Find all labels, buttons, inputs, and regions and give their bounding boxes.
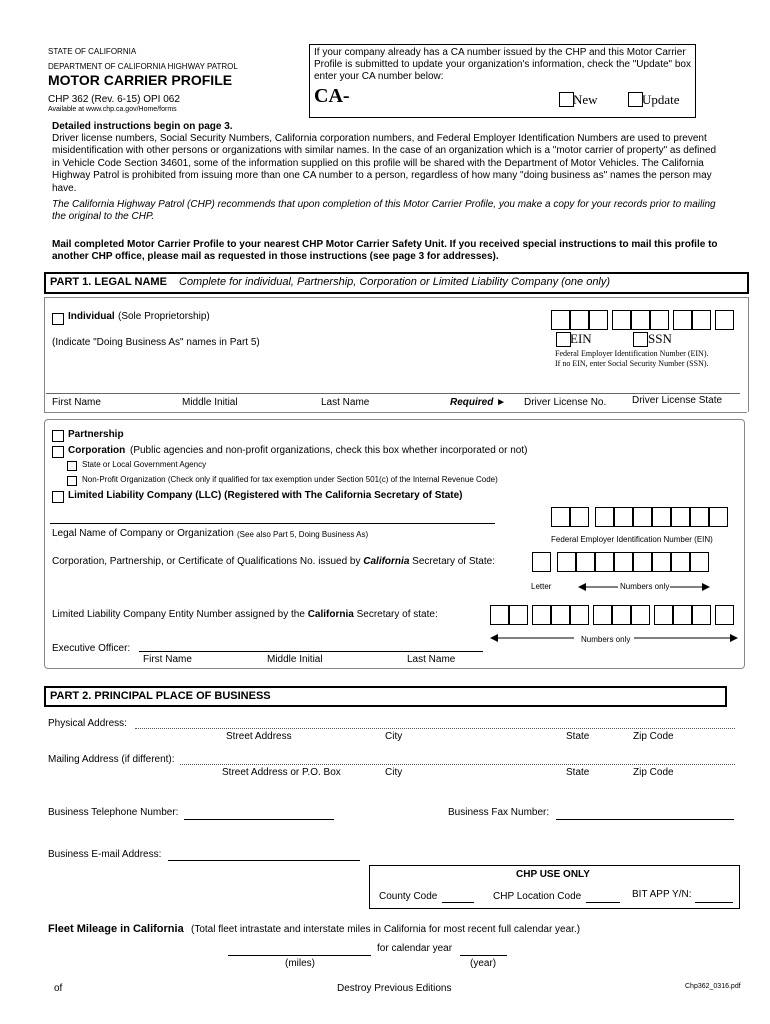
corp-digit-box[interactable] [595,552,614,572]
required-label: Required ► [450,397,507,408]
llc-digit-box[interactable] [551,605,570,625]
id-digit-box[interactable] [673,310,692,330]
form-title: MOTOR CARRIER PROFILE [48,72,233,88]
bit-app-line[interactable] [695,902,733,903]
chp-location-label: CHP Location Code [493,891,582,902]
llc-digit-box[interactable] [631,605,650,625]
individual-checkbox[interactable] [52,313,64,325]
legal-name-line[interactable] [50,523,495,524]
mailing-state-label: State [566,767,590,778]
fein-digit-box[interactable] [614,507,633,527]
ein-checkbox[interactable] [556,332,571,347]
nonprofit-checkbox[interactable] [67,476,77,486]
chp-use-box [369,865,740,909]
llc-digit-box[interactable] [654,605,673,625]
corp-number-suffix: Secretary of State: [409,556,495,567]
last-name-label: Last Name [321,397,370,408]
fein-digit-box[interactable] [652,507,671,527]
state-label: STATE OF CALIFORNIA [48,47,137,56]
fein-digit-box[interactable] [633,507,652,527]
fein-digit-box[interactable] [595,507,614,527]
fein-note: Federal Employer Identification Number (EIN). [555,349,709,358]
fein-digit-box[interactable] [570,507,589,527]
llc-digit-box[interactable] [673,605,692,625]
corp-digit-box[interactable] [576,552,595,572]
update-checkbox[interactable] [628,92,643,107]
llc-digit-box[interactable] [593,605,612,625]
fax-label: Business Fax Number: [448,807,550,818]
exec-officer-label: Executive Officer: [52,643,131,654]
id-digit-box[interactable] [551,310,570,330]
physical-city-label: City [385,731,403,742]
chp-location-line[interactable] [586,902,620,903]
partnership-checkbox[interactable] [52,430,64,442]
dba-note: (Indicate "Doing Business As" names in Part 5) [52,337,260,348]
individual-name-line[interactable] [46,393,740,394]
llc-number-state: California [307,609,354,620]
exec-last-label: Last Name [407,654,456,665]
part2-header [44,686,727,707]
mailing-address-label: Mailing Address (if different): [48,754,175,765]
physical-address-line[interactable] [135,728,735,729]
individual-note: (Sole Proprietorship) [118,311,210,322]
state-local-label: State or Local Government Agency [82,460,207,469]
miles-line[interactable] [228,955,371,956]
exec-middle-label: Middle Initial [267,654,323,665]
exec-officer-line[interactable] [139,651,483,652]
phone-label: Business Telephone Number: [48,807,179,818]
letter-label: Letter [531,582,552,591]
new-label: New [573,92,598,107]
corporation-checkbox[interactable] [52,446,64,458]
bit-app-label: BIT APP Y/N: [632,889,692,900]
legal-name-note: (See also Part 5, Doing Business As) [237,530,369,539]
llc-digit-box[interactable] [570,605,589,625]
part1-divider [44,412,747,413]
physical-street-label: Street Address [226,731,292,742]
miles-label: (miles) [285,958,315,969]
id-digit-box[interactable] [692,310,711,330]
fleet-note: (Total fleet intrastate and interstate miles in California for most recent full calendar year.) [191,924,581,935]
available-url: Available at www.chp.ca.gov/Home/forms [48,106,177,113]
ca-box-text: If your company already has a CA number issued by the CHP and this Motor Carrier Profile is submitted to update your organization's information, check the "Update" box enter your CA number below: [314,47,691,82]
form-number: CHP 362 (Rev. 6-15) OPI 062 [48,94,180,105]
instructions-heading: Detailed instructions begin on page 3. [52,121,233,132]
copy-recommendation: The California Highway Patrol (CHP) recommends that upon completion of this Motor Carrier Profile, you make a copy for your records prior to mailing the original to the CHP. [52,199,716,223]
phone-line[interactable] [184,819,334,820]
year-label: (year) [470,958,497,969]
id-digit-box[interactable] [589,310,608,330]
fein-digit-box[interactable] [551,507,570,527]
fleet-title: Fleet Mileage in California [48,923,184,935]
corp-number-prefix: Corporation, Partnership, or Certificate of Qualifications No. issued by [52,556,364,567]
mail-instructions: Mail completed Motor Carrier Profile to your nearest CHP Motor Carrier Safety Unit. If you received special instructions to mail this profile to another CHP office, please mail as requested in those instructions (see page 3 for addresses). [52,239,718,263]
corp-digit-box[interactable] [652,552,671,572]
part1-title: PART 1. LEGAL NAME [50,276,167,288]
id-digit-box[interactable] [631,310,650,330]
fein-digit-box[interactable] [671,507,690,527]
email-label: Business E-mail Address: [48,849,162,860]
partnership-label: Partnership [68,429,124,440]
fein-digit-box[interactable] [709,507,728,527]
pdf-name: Chp362_0316.pdf [685,983,741,990]
ssn-checkbox[interactable] [633,332,648,347]
corp-digit-box[interactable] [671,552,690,572]
corp-digit-box[interactable] [557,552,576,572]
email-line[interactable] [168,860,360,861]
llc-digit-box[interactable] [509,605,528,625]
update-label: Update [642,92,680,107]
fein-digit-box[interactable] [690,507,709,527]
corp-digit-box[interactable] [614,552,633,572]
individual-label: Individual [68,311,115,322]
id-digit-box[interactable] [570,310,589,330]
mailing-address-line[interactable] [180,764,735,765]
ein-label: EIN [570,331,592,346]
id-digit-box[interactable] [612,310,631,330]
dl-state-label: Driver License State [632,395,723,406]
year-line[interactable] [460,955,507,956]
county-code-line[interactable] [442,902,474,903]
fein-label: Federal Employer Identification Number (EIN) [551,535,713,544]
fax-line[interactable] [556,819,734,820]
middle-initial-label: Middle Initial [182,397,238,408]
llc-numbers-only-label: Numbers only [581,635,631,644]
state-local-checkbox[interactable] [67,461,77,471]
part1-header [44,272,749,294]
intro-body: Driver license numbers, Social Security Numbers, California corporation numbers, and Federal Employer Identification Numbers are used to prevent misidentification with other persons or organizations with similar names. In the case of an organization which is a "motor carrier of property" as defined in Vehicle Code Section 34601, some of the information supplied on this profile will be shared with the Department of Motor Vehicles. The California Highway Patrol is prohibited from issuing more than one CA number to a person, regardless of how many "doing business as" names the person may have. [52,133,717,194]
ca-prefix: CA- [314,85,350,107]
physical-state-label: State [566,731,590,742]
llc-number-prefix: Limited Liability Company Entity Number assigned by the [52,609,308,620]
corp-digit-box[interactable] [690,552,709,572]
mailing-zip-label: Zip Code [633,767,674,778]
dl-number-label: Driver License No. [524,397,607,408]
llc-number-label [52,609,438,620]
corporation-note: (Public agencies and non-profit organizations, check this box whether incorporated or not) [130,445,528,456]
ssn-label: SSN [648,331,672,346]
county-code-label: County Code [379,891,438,902]
llc-digit-box[interactable] [532,605,551,625]
llc-checkbox[interactable] [52,491,64,503]
corp-letter-box[interactable] [532,552,551,572]
part1-subtitle: Complete for individual, Partnership, Corporation or Limited Liability Company (one only) [179,276,611,288]
no-ein-note: If no EIN, enter Social Security Number (SSN). [555,359,709,368]
llc-digit-box[interactable] [490,605,509,625]
id-digit-box[interactable] [650,310,669,330]
calendar-year-label: for calendar year [377,943,453,954]
ca-number-box [309,44,696,118]
new-checkbox[interactable] [559,92,574,107]
llc-digit-box[interactable] [715,605,734,625]
llc-digit-box[interactable] [692,605,711,625]
physical-zip-label: Zip Code [633,731,674,742]
first-name-label: First Name [52,397,101,408]
llc-label: Limited Liability Company (LLC) (Registered with The California Secretary of State) [68,490,463,501]
corp-digit-box[interactable] [633,552,652,572]
department-label: DEPARTMENT OF CALIFORNIA HIGHWAY PATROL [48,62,238,71]
legal-name-label: Legal Name of Company or Organization [52,528,234,539]
nonprofit-label: Non-Profit Organization (Check only if qualified for tax exemption under Section 501(c) of the Internal Revenue Code) [82,475,498,484]
mailing-city-label: City [385,767,403,778]
id-digit-box[interactable] [715,310,734,330]
mailing-street-label: Street Address or P.O. Box [222,767,341,778]
exec-first-label: First Name [143,654,192,665]
corp-number-state: California [363,556,410,567]
corporation-label: Corporation [68,445,126,456]
llc-digit-box[interactable] [612,605,631,625]
llc-number-suffix: Secretary of state: [353,609,438,620]
page-of: of [54,983,63,994]
corp-number-label [52,556,495,567]
numbers-only-label: Numbers only [620,582,670,591]
destroy-note: Destroy Previous Editions [337,983,452,994]
chp-use-title: CHP USE ONLY [516,869,590,880]
physical-address-label: Physical Address: [48,718,127,729]
part2-title: PART 2. PRINCIPAL PLACE OF BUSINESS [50,690,271,702]
